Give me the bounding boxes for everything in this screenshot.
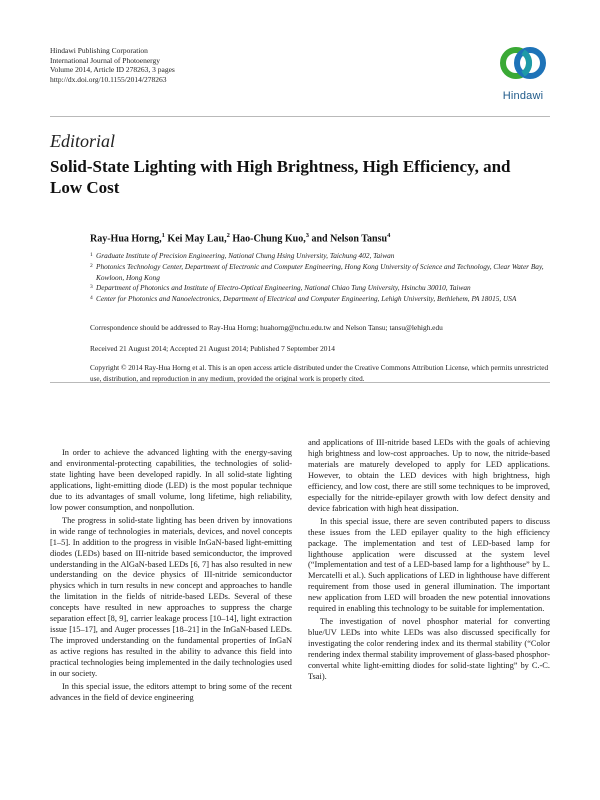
author-name: Hao-Chung Kuo, [232,233,306,245]
affiliation-item: 1 Graduate Institute of Precision Engineering, National Chung Hsing University, Taichung 402, Taiwan [90,251,395,260]
hindawi-logo [492,36,554,108]
author-name: Ray-Hua Horng, [90,233,162,245]
body-column-left [50,448,292,706]
body-paragraph: In order to achieve the advanced lighting with the energy-saving and environmental-protecting capabilities, the technologies of solid-state lighting have been developed rapidly. In all solid-state lighting applications, light-emitting diode (LED) is the most popular technique due to its advantages of small volume, long lifetime, high reliability, low power consumption, and nonpollution. [50,448,292,512]
publication-dates: Received 21 August 2014; Accepted 21 August 2014; Published 7 September 2014 [90,344,335,353]
body-paragraph: The investigation of novel phosphor material for converting blue/UV LEDs into white LEDs was also discussed specifically for investigating the color rendering index and its thermal stability (“Color rendering index thermal stability improvement of glass-based phosphor-convertal white light-emitting diodes for solid-state lighting” by C.-C. Tsai). [308,617,550,682]
author-affil-sup: 4 [387,232,391,239]
author-list [90,232,390,244]
copyright-notice: Copyright © 2014 Ray-Hua Horng et al. This is an open access article distributed under the Creative Commons Attribution License, which permits unrestricted use, distribution, and reproduction in any medium, provided the original work is properly cited. [90,364,549,383]
article-type: Editorial [50,131,116,151]
journal-header [50,46,175,84]
body-paragraph: In this special issue, there are seven contributed papers to discuss these issues from the LED epilayer quality to the high efficiency package. The implementation and test of LED-based lamp for lighthouse application were discussed at the system level (“Implementation and test of a LED-based lamp for a lighthouse” by L. Mercatelli et al.). Such applications of LED in lighthouse have different requirement from those used in general illumination. The important new application from LED will broaden the new potential innovations required in enabling this technology to be suitable for implementation. [308,516,550,614]
affiliation-item: 2 Photonics Technology Center, Department of Electronic and Computer Engineering, Hong Kong University of Science and Technology, Clear Water Bay, Kowloon, Hong Kong [90,261,544,282]
author-affil-sup: 2 [226,232,230,239]
author-affil-sup: 1 [161,232,165,239]
hindawi-logo-icon [492,36,554,90]
article-title: Solid-State Lighting with High Brightness, High Efficiency, and Low Cost [50,157,511,197]
body-paragraph: In this special issue, the editors attempt to bring some of the recent advances in the field of device engineering [50,682,292,702]
affiliation-item: 3 Department of Photonics and Institute of Electro-Optical Engineering, National Chiao Tung University, Hsinchu 30010, Taiwan [90,283,471,293]
doi-link[interactable]: http://dx.doi.org/10.1155/2014/278263 [50,74,167,84]
correspondence: Correspondence should be addressed to Ray-Hua Horng; huahorng@nchu.edu.tw and Nelson Tansu; tansu@lehigh.edu [90,323,443,332]
volume-line: Volume 2014, Article ID 278263, 3 pages [50,65,175,74]
body-paragraph: The progress in solid-state lighting has been driven by innovations in wide range of technologies in materials, devices, and novel concepts [1–5]. In addition to the progress in visible InGaN-based light-emitting diodes (LEDs) based on III-nitride based semiconductor, the improved understanding in the AlGaN-based LEDs [6, 7] has also resulted in new understanding on the device physics of III-nitride semiconductor physics which in turn results in new concept and approaches to handle the limitation in the fields of nitride-based LEDs. Several of these concepts have resulted in new approaches to suppress the charge separation effect [8, 9], carrier leakage process [10–14], light extraction issue [15–17], and Auger processes [18–21] in the InGaN-based LEDs. The improved understanding on the fundamental properties of InGaN as active regions has resulted in the ability to advance this field into practical technologies being implemented in the daily technologies used in our society. [50,515,292,679]
affiliation-item: 4 Center for Photonics and Nanoelectronics, Department of Electrical and Computer Engineering, Lehigh University, Bethlehem, PA 18015, USA [90,294,517,304]
hindawi-logo-text: Hindawi [502,90,544,102]
journal-line: International Journal of Photoenergy [50,55,161,65]
publisher-line: Hindawi Publishing Corporation [50,46,148,55]
body-paragraph: and applications of III-nitride based LEDs with the goals of achieving high brightness and low-cost approaches. Up to now, the nitride-based materials are maturely developed to apply for LED applications. However, to obtain the LED devices with high brightness, high efficiency, and low cost, there are still some techniques to be improved, especially for the nitride-epilayer growth with low defect density and device fabrication with high heat dissipation. [308,438,550,513]
author-name: and Nelson Tansu [311,233,388,245]
body-column-right [308,438,550,685]
front-matter-divider [50,382,550,383]
affiliation-list [90,251,550,305]
author-name: Kei May Lau, [167,233,227,245]
header-divider [50,116,550,117]
author-affil-sup: 3 [305,232,309,239]
